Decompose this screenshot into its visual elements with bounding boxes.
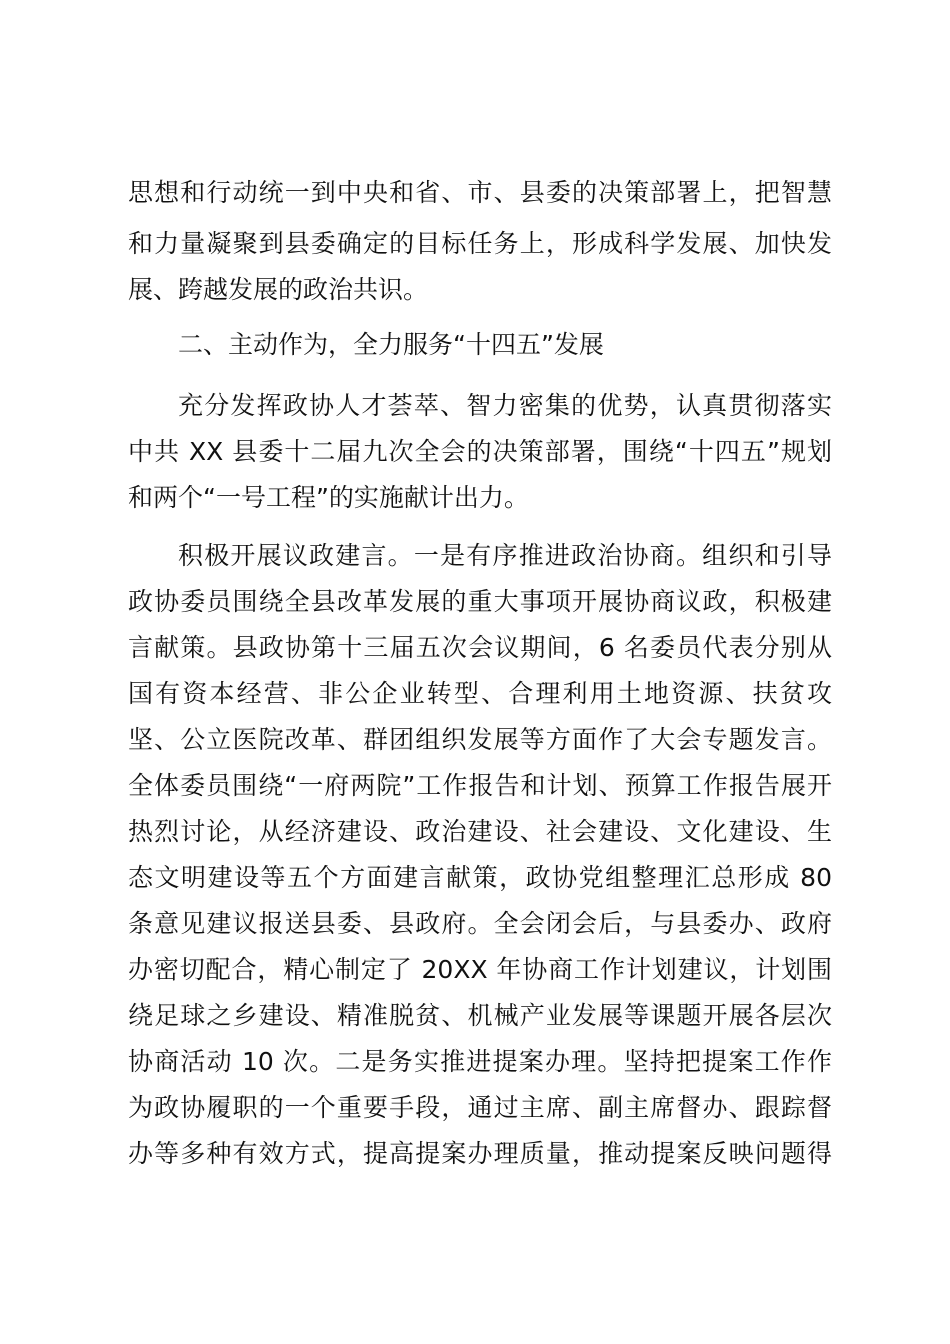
paragraph-3-line-14: 办等多种有效方式，提高提案办理质量，推动提案反映问题得 xyxy=(128,1139,832,1168)
paragraph-3-line-11: 绕足球之乡建设、精准脱贫、机械产业发展等课题开展各层次 xyxy=(128,1001,832,1030)
paragraph-3-line-5: 坚、公立医院改革、群团组织发展等方面作了大会专题发言。 xyxy=(128,725,832,754)
section-heading-2: 二、主动作为，全力服务“十四五”发展 xyxy=(178,330,604,359)
paragraph-1-line-2: 和力量凝聚到县委确定的目标任务上，形成科学发展、加快发 xyxy=(128,229,832,258)
paragraph-3-line-4: 国有资本经营、非公企业转型、合理利用土地资源、扶贫攻 xyxy=(128,679,832,708)
paragraph-2-line-3: 和两个“一号工程”的实施献计出力。 xyxy=(128,483,529,512)
paragraph-2-line-2: 中共 XX 县委十二届九次全会的决策部署，围绕“十四五”规划 xyxy=(128,437,832,466)
paragraph-3-line-8: 态文明建设等五个方面建言献策，政协党组整理汇总形成 80 xyxy=(128,863,832,892)
paragraph-3-line-1: 积极开展议政建言。一是有序推进政治协商。组织和引导 xyxy=(178,541,832,570)
paragraph-3-line-2: 政协委员围绕全县改革发展的重大事项开展协商议政，积极建 xyxy=(128,587,832,616)
paragraph-3-line-12: 协商活动 10 次。二是务实推进提案办理。坚持把提案工作作 xyxy=(128,1047,832,1076)
paragraph-1-line-1: 思想和行动统一到中央和省、市、县委的决策部署上，把智慧 xyxy=(128,178,832,207)
paragraph-3-line-3: 言献策。县政协第十三届五次会议期间，6 名委员代表分别从 xyxy=(128,633,832,662)
paragraph-3-line-10: 办密切配合，精心制定了 20XX 年协商工作计划建议，计划围 xyxy=(128,955,832,984)
paragraph-3-line-6: 全体委员围绕“一府两院”工作报告和计划、预算工作报告展开 xyxy=(128,771,832,800)
paragraph-2-line-1: 充分发挥政协人才荟萃、智力密集的优势，认真贯彻落实 xyxy=(178,391,832,420)
paragraph-1-line-3: 展、跨越发展的政治共识。 xyxy=(128,275,429,304)
paragraph-3-line-9: 条意见建议报送县委、县政府。全会闭会后，与县委办、政府 xyxy=(128,909,832,938)
paragraph-3-line-13: 为政协履职的一个重要手段，通过主席、副主席督办、跟踪督 xyxy=(128,1093,832,1122)
paragraph-3-line-7: 热烈讨论，从经济建设、政治建设、社会建设、文化建设、生 xyxy=(128,817,832,846)
